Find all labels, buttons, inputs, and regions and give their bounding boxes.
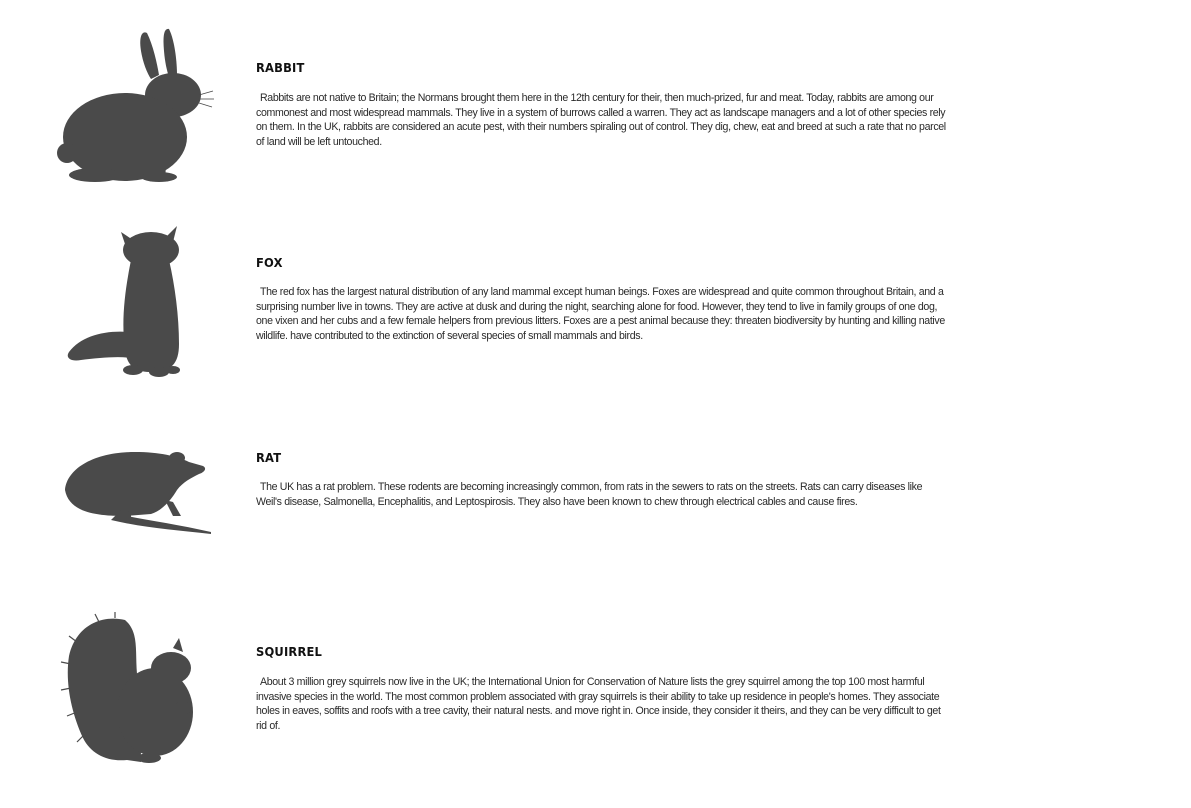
rabbit-silhouette-icon xyxy=(55,25,215,185)
animal-name: SQUIRREL xyxy=(256,644,323,659)
animal-description: About 3 million grey squirrels now live in the UK; the International Union for Conservation of Nature lists the grey squirrel among the top 100 most harmful invasive species in the world. The most common problem associated with gray squirrels is their ability to take up residence in people's homes. They associate holes in eaves, soffits and roofs with a tree cavity, their natural nests. and move right in. Once inside, they consider it theirs, and they can be very difficult to get rid of. xyxy=(256,676,941,733)
animal-description: Rabbits are not native to Britain; the Normans brought them here in the 12th century for their, then much-prized, fur and meat. Today, rabbits are among our commonest and most widespread mammals. They live in a system of burrows called a warren. They act as landscape managers and a lot of other species rely on them. In the UK, rabbits are considered an acute pest, with their numbers spiraling out of control. They dig, chew, eat and breed at such a rate that no parcel of land will be left untouched. xyxy=(256,92,946,149)
squirrel-silhouette-icon xyxy=(55,612,215,772)
animal-description: The red fox has the largest natural distribution of any land mammal except human beings. Foxes are widespread and quite common throughout Britain, and a surprising number live in towns. They are active at dusk and during the night, searching alone for food. However, they tend to live in family groups of one dog, one vixen and her cubs and a few female helpers from previous litters. Foxes are a pest animal because they: threaten biodiversity by hunting and killing native wildlife. have contributed to the extinction of several species of small mammals and birds. xyxy=(256,286,945,343)
rat-silhouette-icon xyxy=(55,420,215,580)
fox-silhouette-icon xyxy=(55,220,215,380)
animal-description: The UK has a rat problem. These rodents are becoming increasingly common, from rats in the sewers to rats on the streets. Rats can carry diseases like Weil's disease, Salmonella, Encephalitis, and Leptospirosis. They also have been known to chew through electrical cables and cause fires. xyxy=(256,481,923,508)
animal-name: FOX xyxy=(256,255,283,270)
animal-name: RAT xyxy=(256,450,282,465)
animal-name: RABBIT xyxy=(256,60,305,75)
